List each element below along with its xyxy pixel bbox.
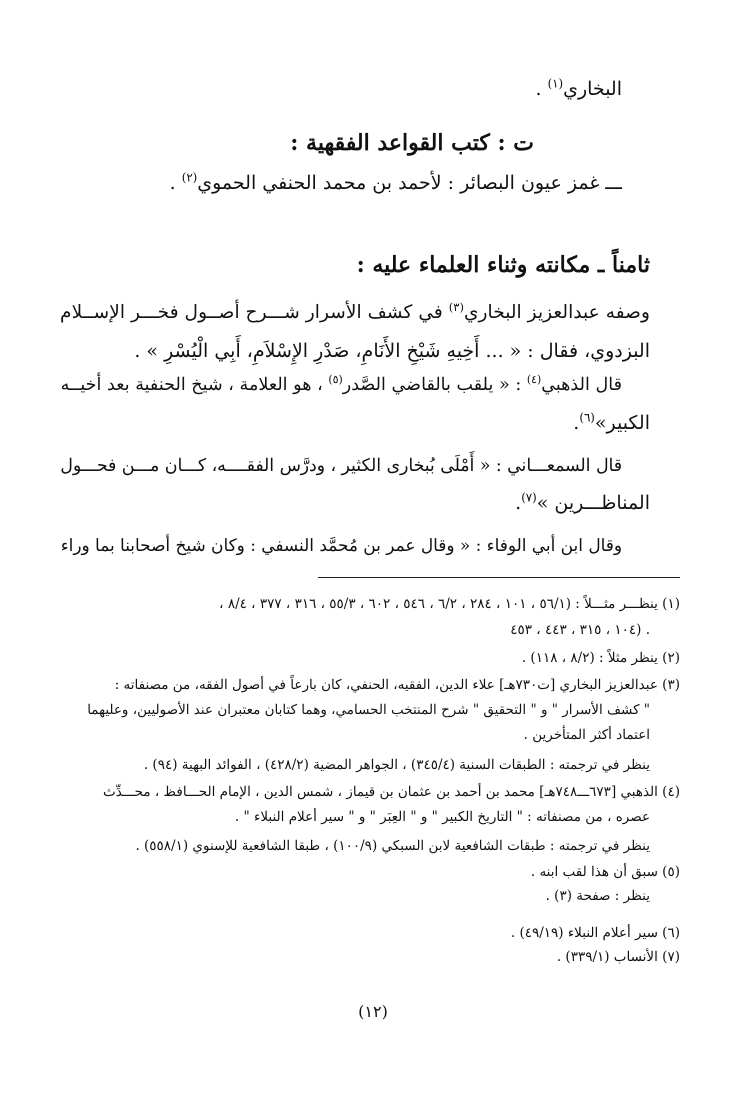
- footnote-3-cont: " كشف الأسرار " و " التحقيق " شرح المنتخب الحسامي، وهما كتابان معتبران عند الأصوليين، وعليهما: [87, 702, 650, 718]
- footnote-ref: (٧): [521, 490, 537, 505]
- footnote-3-cont: اعتماد أكثر المتأخرين .: [523, 727, 650, 743]
- footnote-6: (٦) سير أعلام النبلاء (٤٩/١٩) .: [510, 925, 680, 941]
- text-line-6: البزدوي، فقال : « ... أَخِيهِ شَيْخِ الأَنَامِ، صَدْرِ الإِسْلاَمِ، أَبِي الْيُسْرِ » .: [134, 340, 650, 362]
- footnote-ref: (٤): [526, 373, 542, 387]
- text-line-5: وصفه عبدالعزيز البخاري$^{(٣)}$ في كشف الأسرار شـــرح أصــول فخـــر الإســلام: [60, 299, 650, 323]
- footnote-7: (٧) الأنساب (٣٣٩/١) .: [556, 949, 680, 965]
- text-line-3: ـــ غمز عيون البصائر : لأحمد بن محمد الحنفي الحموي$^{(٢)}$ .: [169, 170, 622, 194]
- footnote-5: (٥) سبق أن هذا لقب ابنه .: [530, 864, 680, 880]
- footnote-ref: (٣): [448, 299, 464, 314]
- text-line-8: الكبير»$^{(٦)}$.: [573, 410, 650, 434]
- footnote-ref: (١): [547, 76, 564, 91]
- footnote-5-refs: ينظر : صفحة (٣) .: [545, 888, 650, 904]
- footnote-3-refs: ينظر في ترجمته : الطبقات السنية (٣٤٥/٤) ، الجواهر المضية (٤٢٨/٢) ، الفوائد البهية (٩٤) .: [143, 757, 650, 773]
- footnote-1-cont: ١٠٤ ، ٣١٥ ، ٤٤٣ ، ٤٥٣) .: [510, 622, 650, 638]
- footnote-separator: [318, 577, 680, 578]
- text-line-9: قال السمعـــاني : « أَمْلَى بُبخارى الكثير ، ودرَّس الفقــــه، كـــان مـــن فحـــول: [60, 456, 622, 476]
- page-number: (١٢): [358, 1002, 388, 1021]
- footnote-ref: (٦): [579, 410, 595, 425]
- footnote-2: (٢) ينظر مثلاً : (٨/٢ ، ١١٨) .: [521, 650, 680, 666]
- text-line-1: البخاري$^{(١)}$ .: [535, 76, 622, 100]
- text-line-7: قال الذهبي$^{(٤)}$ : « يلقب بالقاضي الصَّدر$^{(٥)}$ ، هو العلامة ، شيخ الحنفية بعد أخيــه: [60, 373, 622, 395]
- section-heading-eighth: ثامناً ـ مكانته وثناء العلماء عليه :: [356, 252, 650, 278]
- section-heading-t: ت : كتب القواعد الفقهية :: [290, 130, 534, 156]
- text-line-11: وقال ابن أبي الوفاء : « وقال عمر بن مُحمَّد النسفي : وكان شيخ أصحابنا بما وراء: [60, 535, 622, 555]
- line-text: البخاري: [563, 78, 622, 100]
- footnote-3: (٣) عبدالعزيز البخاري [ت٧٣٠هـ] علاء الدين، الفقيه، الحنفي، كان بارعاً في أصول الفقه، من مصنفاته :: [114, 677, 680, 693]
- footnote-4-cont: عصره ، من مصنفاته : " التاريخ الكبير " و " العِبَر " و " سير أعلام النبلاء " .: [234, 809, 650, 825]
- footnote-ref: (٥): [328, 373, 343, 387]
- footnote-1: (١) ينظـــر مثـــلاً : (٥٦/١ ، ١٠١ ، ٢٨٤ ، ٦/٢ ، ٥٤٦ ، ٦٠٢ ، ٥٥/٣ ، ٣١٦ ، ٣٧٧ ، ٨/٤ ،: [219, 596, 680, 612]
- footnote-ref: (٢): [181, 170, 198, 185]
- footnote-4: (٤) الذهبي [٦٧٣ـــ٧٤٨هـ] محمد بن أحمد بن عثمان بن قيماز ، شمس الدين ، الإمام الحـــافظ ، محـــدِّث: [103, 784, 680, 800]
- footnote-4-refs: ينظر في ترجمته : طبقات الشافعية لابن السبكي (١٠٠/٩) ، طبقا الشافعية للإسنوي (٥٥٨/١) .: [135, 838, 650, 854]
- text-line-10: المناظـــرين »$^{(٧)}$.: [515, 490, 650, 514]
